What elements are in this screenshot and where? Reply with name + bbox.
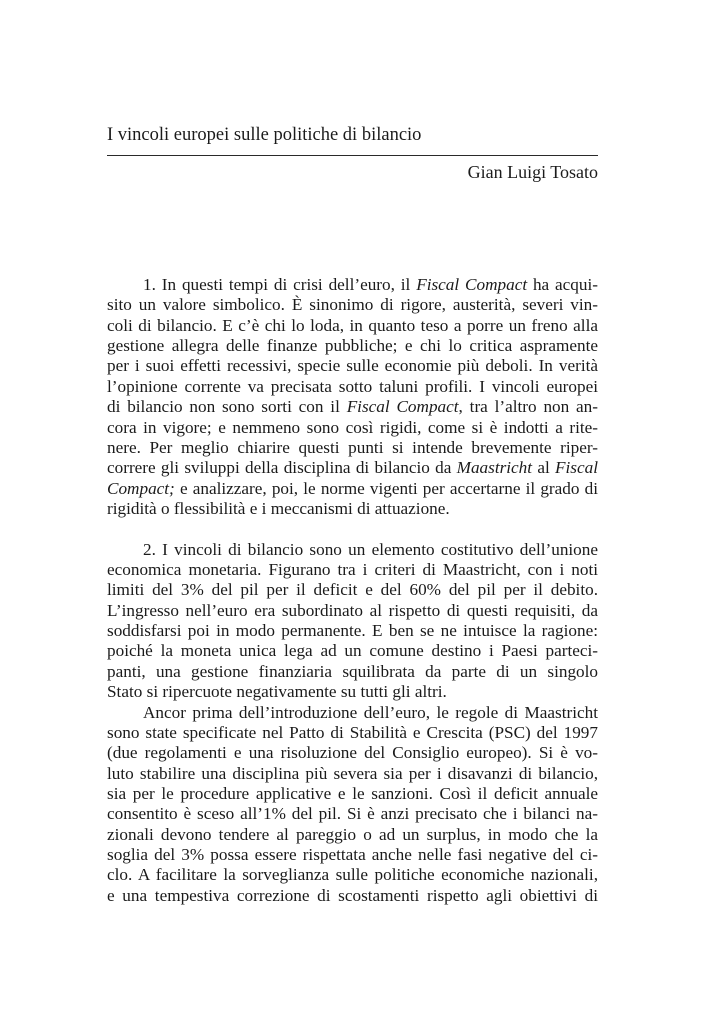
text-line [107,743,598,763]
section-1 [107,275,598,519]
text-run: economica monetaria. Figurano tra i criteri di Maastricht, con i noti [107,560,598,580]
text-line [107,438,598,458]
text-line [107,479,598,499]
text-run: panti, una gestione finanziaria squilibrata da parte di un singolo [107,661,598,681]
text-run: cora in vigore; e nemmeno sono così rigidi, come si è indotti a rite- [107,417,598,437]
text-line [107,601,598,621]
text-run: nere. Per meglio chiarire questi punti si intende brevemente riper- [107,437,598,457]
text-line [107,397,598,417]
paragraph [107,275,598,519]
italic-text: Fiscal Compact [346,397,459,417]
text-run: luto stabilire una disciplina più severa sia per i disavanzi di bilancio, [107,763,598,783]
text-line [107,295,598,315]
text-run: e analizzare, poi, le norme vigenti per accertarne il grado di [174,478,598,498]
article-title: I vincoli europei sulle politiche di bilancio [107,125,422,145]
text-line [107,316,598,336]
text-line [107,641,598,661]
text-line [107,580,598,600]
text-line [107,377,598,397]
text-line [107,682,598,702]
text-run: sito un valore simbolico. È sinonimo di rigore, austerità, severi vin- [107,295,598,315]
italic-text: Fiscal Compact [416,275,528,294]
text-line [107,621,598,641]
text-run: Stato si ripercuote negativamente su tutti gli altri. [107,682,447,702]
text-run: consentito è sceso all’1% del pil. Si è anzi precisato che i bilanci na- [107,804,598,824]
text-run: soddisfarsi poi in modo permanente. E ben se ne intuisce la ragione: [107,621,598,641]
text-run: rigidità o flessibilità e i meccanismi di attuazione. [107,498,450,518]
text-line [107,804,598,824]
italic-text: Compact; [107,478,175,498]
text-line [107,764,598,784]
text-line [107,540,598,560]
text-run: limiti del 3% del pil per il deficit e del 60% del pil per il debito. [107,580,598,600]
text-run: per i suoi effetti recessivi, specie sulle economie più deboli. In verità [107,356,598,376]
text-line [107,845,598,865]
text-line [107,336,598,356]
text-line [107,560,598,580]
text-run: (due regolamenti e una risoluzione del Consiglio europeo). Si è vo- [107,743,598,763]
text-line [107,865,598,885]
text-line [107,886,598,906]
text-run: l’opinione corrente va precisata sotto taluni profili. I vincoli europei [107,376,598,396]
text-run: , tra l’altro non an- [458,397,598,417]
text-run: coli di bilancio. E c’è chi lo loda, in quanto teso a porre un freno alla [107,315,598,335]
text-run: al [532,458,556,478]
text-run: di bilancio non sono sorti con il [107,397,347,417]
text-line [107,723,598,743]
text-line [107,418,598,438]
section-2 [107,540,598,906]
text-line [107,825,598,845]
article-body [107,275,598,906]
paragraph [107,703,598,907]
text-run: poiché la moneta unica lega ad un comune destino i Paesi parteci- [107,641,598,661]
title-rule [107,155,598,156]
text-run: sia per le procedure applicative e le sanzioni. Così il deficit annuale [107,783,598,803]
text-run: gestione allegra delle finanze pubbliche; e chi lo critica aspramente [107,336,598,356]
text-line [107,703,598,723]
paragraph [107,540,598,703]
text-line [107,275,598,295]
text-run: clo. A facilitare la sorveglianza sulle politiche economiche nazionali, [107,865,598,885]
italic-text: Fiscal [555,458,598,478]
text-run: L’ingresso nell’euro era subordinato al rispetto di questi requisiti, da [107,600,598,620]
text-run: 1. In questi tempi di crisi dell’euro, il [143,275,417,294]
text-run: zionali devono tendere al pareggio o ad un surplus, in modo che la [107,824,598,844]
text-line [107,499,598,519]
text-run: sono state specificate nel Patto di Stabilità e Crescita (PSC) del 1997 [107,722,598,742]
text-run: soglia del 3% possa essere rispettata anche nelle fasi negative del ci- [107,845,598,865]
text-line [107,356,598,376]
text-line [107,784,598,804]
text-run: correre gli sviluppi della disciplina di bilancio da [107,458,457,478]
text-line [107,458,598,478]
italic-text: Maastricht [456,458,533,478]
text-run: Ancor prima dell’introduzione dell’euro, le regole di Maastricht [143,702,598,722]
text-line [107,662,598,682]
text-run: e una tempestiva correzione di scostamenti rispetto agli obiettivi di [107,885,598,905]
author-name: Gian Luigi Tosato [467,162,598,182]
text-run: ha acqui- [527,275,598,294]
text-run: 2. I vincoli di bilancio sono un elemento costitutivo dell’unione [143,539,598,559]
